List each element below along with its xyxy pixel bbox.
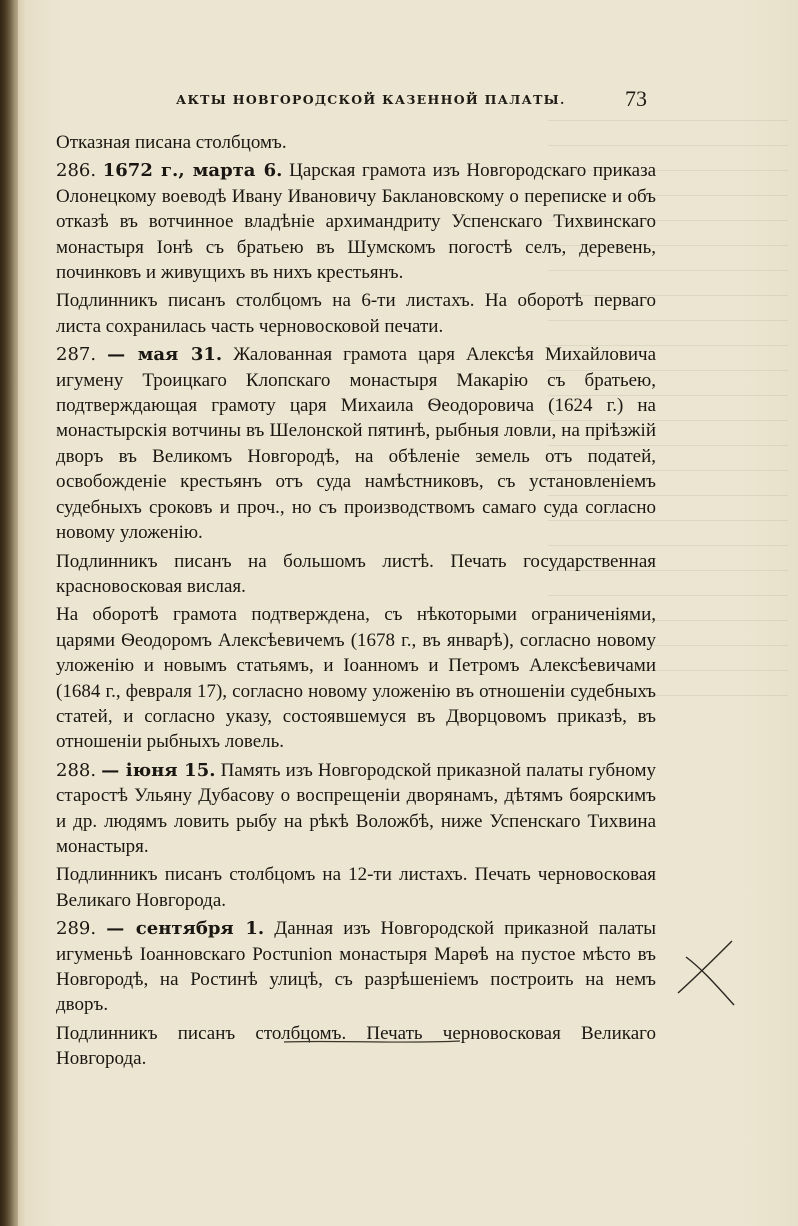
entry-date: 1672 г., марта 6. — [102, 160, 283, 182]
entry-note: Подлинникъ писанъ столбцомъ на 6-ти листахъ. На оборотѣ перваго листа сохранилась часть черновосковой печати. — [56, 290, 656, 337]
entry-number: 286. — [56, 160, 97, 182]
entry-288 — [56, 758, 656, 860]
entry-289-note — [56, 1021, 656, 1072]
binding-shadow — [0, 0, 18, 1226]
entry-288-note — [56, 862, 656, 913]
entry-number: 288. — [56, 759, 97, 781]
cross-stroke-1 — [678, 941, 732, 993]
pencil-cross-mark — [668, 935, 748, 1015]
entry-text: Данная изъ Новгородской приказной палаты игуменьѣ Іоанновскаго Ростunion монастыря Марѳѣ на пустое мѣсто въ Новгородѣ, на Ростинѣ улицѣ, съ разрѣшеніемъ построить на немъ дворъ. — [56, 918, 657, 1016]
entry-287 — [56, 342, 656, 545]
page-header — [60, 86, 660, 114]
entry-287-note — [56, 549, 656, 600]
entry-286 — [56, 158, 656, 285]
entry-number: 289. — [56, 918, 97, 940]
entry-note: Подлинникъ писанъ столбцомъ. Печать черновосковая Великаго Новгорода. — [56, 1022, 656, 1070]
entry-note: Подлинникъ писанъ на большомъ листѣ. Печать государственная красновосковая вислая. — [56, 550, 656, 597]
paragraph-text: Отказная писана столбцомъ. — [56, 132, 287, 153]
paragraph-0 — [56, 130, 656, 155]
cross-stroke-2 — [686, 957, 734, 1005]
entry-text: Царская грамота изъ Новгородскаго приказа Олонецкому воеводѣ Ивану Ивановичу Баклановскому о переписке и объ отказѣ въ вотчинное владѣніе архимандриту Успенскаго Тихвинскаго монастыря Іонѣ съ братьею въ Шумскомъ погостѣ селъ, деревень, починковъ и живущихъ въ нихъ крестьянъ. — [56, 160, 657, 284]
entry-text: Жалованная грамота царя Алексѣя Михайловича игумену Троицкаго Клопскаго монастыря Макарію съ братьею, подтверждающая грамоту царя Михаила Ѳеодоровича (1624 г.) на монастырскія вотчины въ Шелонской пятинѣ, рыбныя ловли, на пріѣзжій дворъ въ Великомъ Новгородѣ, на обѣленіе земель отъ податей, освобожденіе крестьянъ отъ суда намѣстниковъ, съ установленіемъ судебныхъ сроковъ и проч., но съ производствомъ самаго суда согласно новому уложенію. — [56, 344, 656, 544]
entry-note-2: На оборотѣ грамота подтверждена, съ нѣкоторыми ограниченіями, царями Ѳеодоромъ Алексѣевичемъ (1678 г., въ январѣ), согласно новому уложенію и новымъ статьямъ, и Іоанномъ и Петромъ Алексѣевичами (1684 г., февраля 17), согласно новому уложенію въ отношеніи судебныхъ статей, и согласно указу, состоявшемуся въ Дворцовомъ приказѣ, въ отношеніи рыбныхъ ловель. — [56, 604, 656, 753]
entry-number: 287. — [56, 344, 97, 366]
page-body — [56, 130, 656, 1072]
entry-note: Подлинникъ писанъ столбцомъ на 12-ти листахъ. Печать черновосковая Великаго Новгорода. — [56, 864, 656, 911]
entry-date: — мая 31. — [107, 344, 223, 366]
entry-289 — [56, 916, 656, 1018]
entry-287-note-2 — [56, 602, 656, 754]
pencil-underline — [282, 1038, 462, 1046]
entry-date: — сентября 1. — [106, 918, 265, 940]
entry-text: Память изъ Новгородской приказной палаты губному старостѣ Ульяну Дубасову о воспрещеніи дворянамъ, дѣтямъ боярскимъ и др. людямъ ловить рыбу на рѣкѣ Воложбѣ, ниже Успенскаго Тихвина монастыря. — [56, 759, 657, 857]
page-number: 73 — [625, 86, 647, 111]
entry-286-note — [56, 288, 656, 339]
running-title: АКТЫ НОВГОРОДСКОЙ КАЗЕННОЙ ПАЛАТЫ. — [176, 92, 566, 107]
entry-date: — іюня 15. — [101, 759, 216, 781]
